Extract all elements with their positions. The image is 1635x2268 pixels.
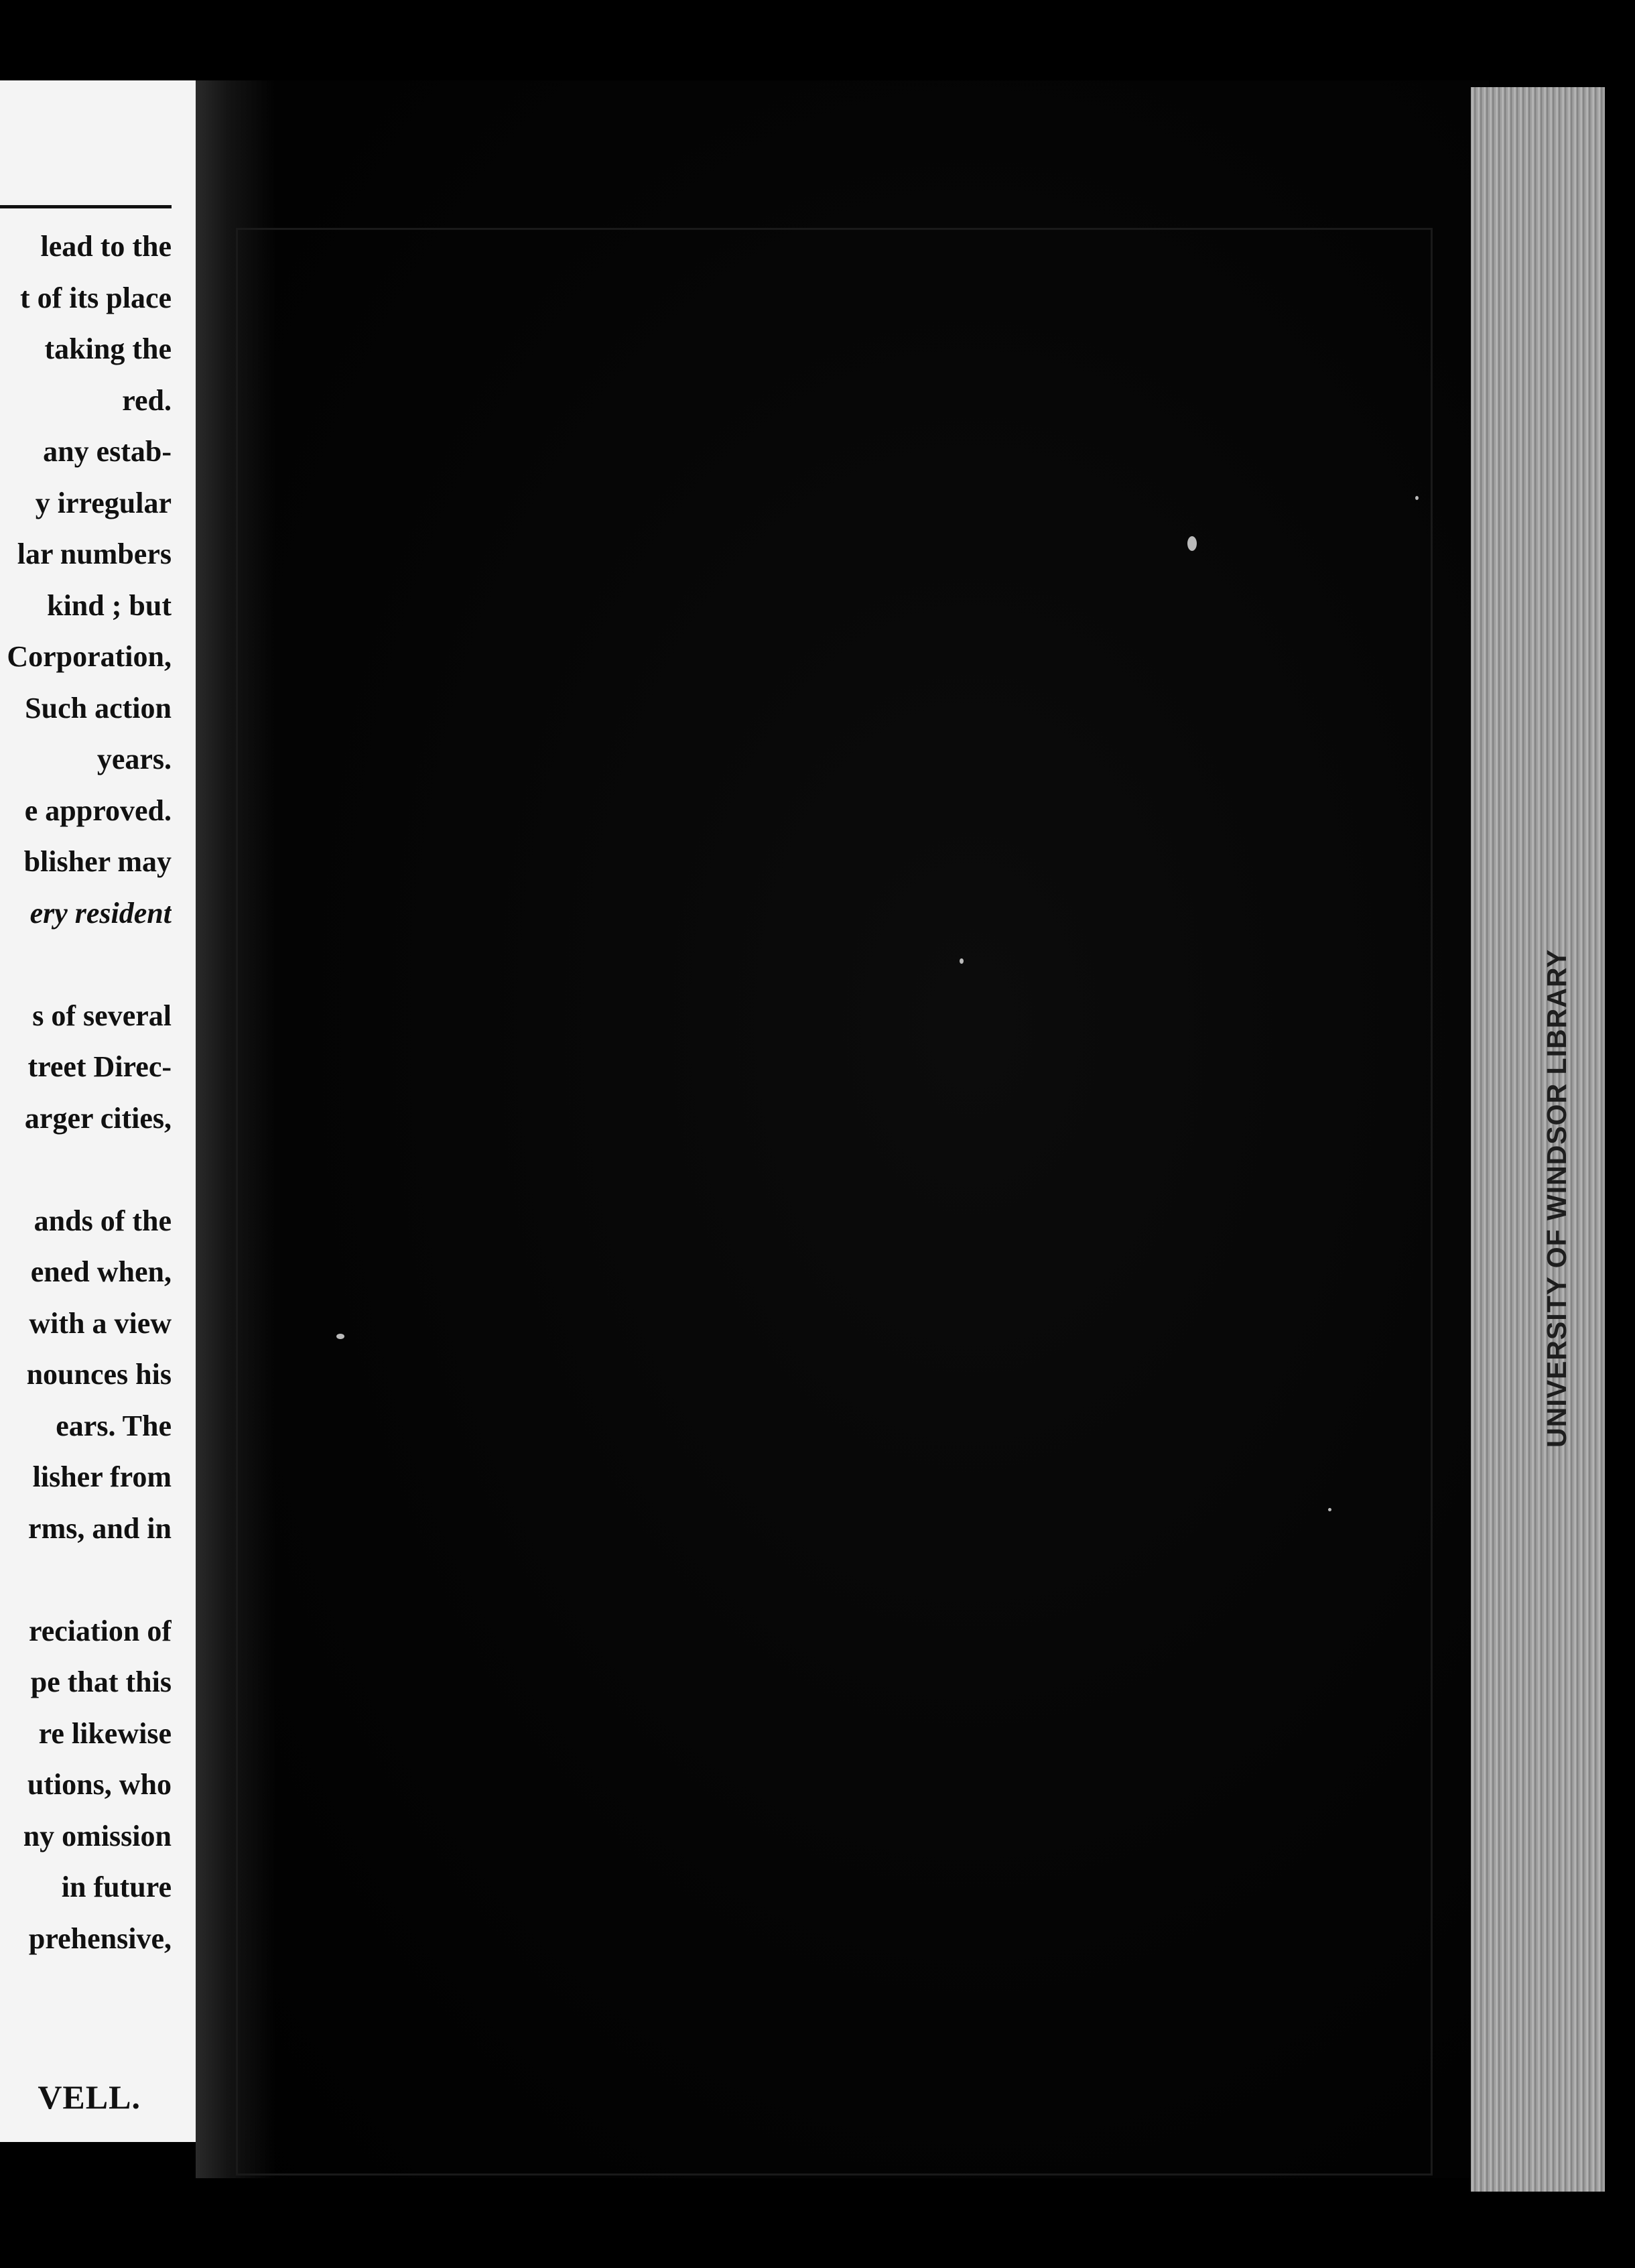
text-line: with a view bbox=[29, 1306, 172, 1340]
text-line: in future bbox=[61, 1871, 172, 1903]
text-line: rms, and in bbox=[28, 1511, 172, 1545]
text-line: ny omission bbox=[23, 1819, 172, 1852]
speck bbox=[960, 958, 964, 964]
text-line: t of its place bbox=[19, 281, 172, 314]
dark-cover-page bbox=[196, 80, 1489, 2178]
text-line: lead to the bbox=[40, 230, 172, 263]
text-line: kind ; but bbox=[47, 588, 172, 622]
text-line: lar numbers bbox=[17, 538, 172, 570]
text-line: ears. The bbox=[56, 1409, 172, 1442]
cover-frame bbox=[236, 228, 1433, 2176]
text-line: re likewise bbox=[38, 1716, 172, 1750]
speck bbox=[1415, 496, 1419, 500]
text-line: treet Direc- bbox=[27, 1050, 172, 1083]
text-line: s of several bbox=[32, 999, 172, 1032]
text-line: ery resident bbox=[29, 896, 172, 930]
text-line-blank bbox=[0, 939, 172, 991]
text-line: e approved. bbox=[24, 794, 172, 827]
library-stamp: UNIVERSITY OF WINDSOR LIBRARY bbox=[1541, 948, 1572, 1448]
text-line: arger cities, bbox=[24, 1101, 172, 1135]
left-page-fragment bbox=[0, 80, 196, 2142]
text-line: Corporation, bbox=[7, 640, 172, 673]
horizontal-rule bbox=[0, 205, 172, 208]
text-line: ened when, bbox=[30, 1255, 172, 1288]
text-line: any estab- bbox=[43, 435, 172, 468]
speck bbox=[1328, 1508, 1331, 1511]
speck bbox=[336, 1334, 344, 1339]
text-line: pe that this bbox=[30, 1665, 172, 1698]
page-edges bbox=[1471, 87, 1605, 2192]
text-line: nounces his bbox=[26, 1358, 172, 1391]
text-line-blank bbox=[0, 1144, 172, 1196]
text-line: blisher may bbox=[23, 845, 172, 878]
text-line: Such action bbox=[25, 691, 172, 724]
signature: VELL. bbox=[38, 2078, 141, 2116]
text-line: prehensive, bbox=[28, 1922, 172, 1955]
speck bbox=[1187, 536, 1197, 551]
text-line: reciation of bbox=[28, 1614, 172, 1647]
text-line-blank bbox=[0, 1554, 172, 1606]
text-line: utions, who bbox=[27, 1768, 172, 1801]
text-line: red. bbox=[122, 383, 172, 417]
text-line: ands of the bbox=[34, 1204, 172, 1237]
text-line: y irregular bbox=[35, 486, 172, 519]
text-line: taking the bbox=[44, 332, 172, 365]
text-line: years. bbox=[96, 743, 172, 775]
left-page-text bbox=[0, 221, 172, 1964]
text-line: lisher from bbox=[32, 1460, 172, 1493]
